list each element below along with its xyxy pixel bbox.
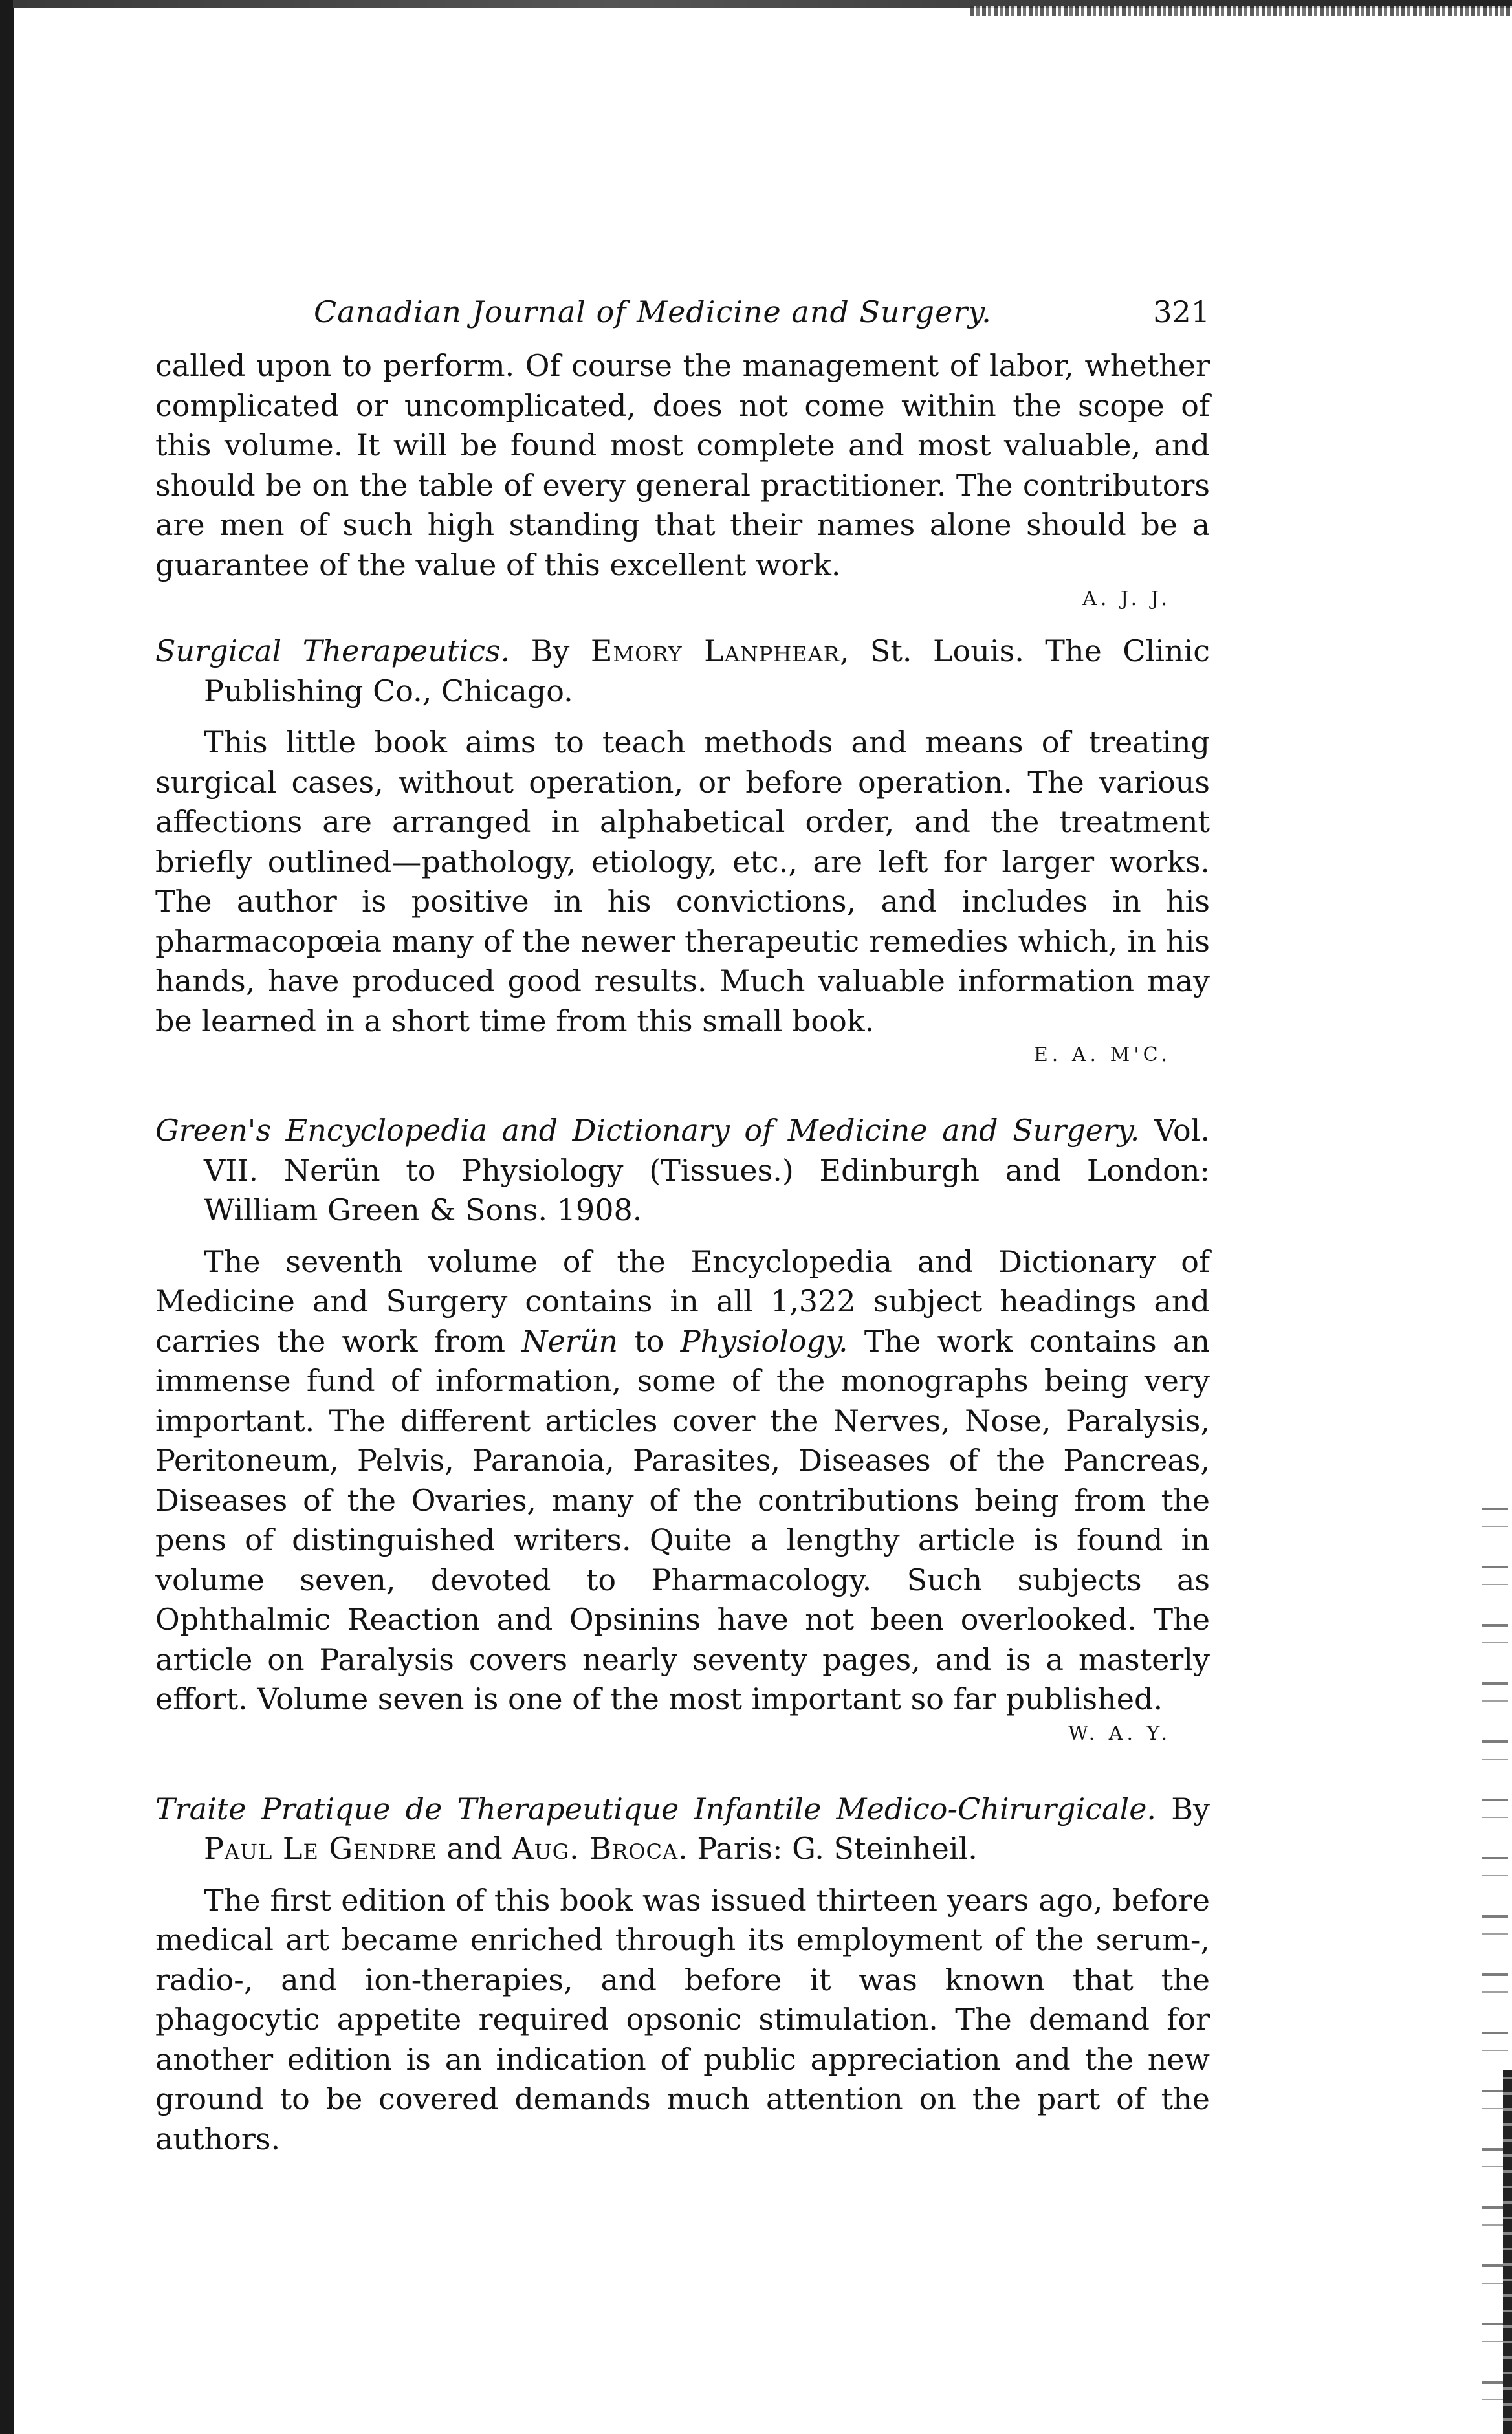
- review-body-surgical-therapeutics: This little book aims to teach methods and means of treating surgical cases, without operation, or before operation. The various affections are arranged in alphabetical order, and the treatment briefly outlined—pathology, etiology, etc., are left for larger works. The author is positive in his convictions, and includes in his pharmacopœia many of the newer therapeutic remedies which, in his hands, have produced good results. Much valuable information may be learned in a short time from this small book.: [155, 725, 1210, 1038]
- review-body-emphasis: Physiology.: [680, 1323, 848, 1359]
- review-and: and: [446, 1831, 503, 1866]
- review-publisher: Vol. VII. Nerün to Physiology (Tissues.) Edinburgh and London: William Green & Sons. 1908.: [204, 1113, 1210, 1227]
- review-body-text: The seventh volume of the Encyclopedia and Dictionary of Medicine and Surgery contains in all 1,322 subject headings and carries the work from: [155, 1244, 1210, 1359]
- page-number: 321: [1153, 294, 1210, 329]
- review-title: Green's Encyclopedia and Dictionary of Medicine and Surgery.: [155, 1113, 1140, 1148]
- review-title: Traite Pratique de Therapeutique Infantile Medico-Chirurgicale.: [155, 1791, 1157, 1826]
- review-by: By: [1171, 1791, 1210, 1826]
- scan-left-edge: [0, 0, 14, 2434]
- scan-right-edge: [1503, 2070, 1512, 2434]
- review-signature: W. A. Y.: [1068, 1722, 1171, 1745]
- opening-signature: A. J. J.: [1082, 587, 1171, 610]
- page-content: [155, 294, 1210, 2159]
- review-signature: E. A. M'C.: [1033, 1044, 1171, 1066]
- review-author: Paul Le Gendre: [204, 1831, 437, 1866]
- review-author: Aug. Broca: [512, 1831, 679, 1866]
- review-publisher: . Paris: G. Steinheil.: [678, 1831, 978, 1866]
- review-by: By: [531, 633, 570, 668]
- section-gap: [155, 1088, 1210, 1111]
- review-heading-greens-encyclopedia: [155, 1111, 1210, 1231]
- review-body-emphasis: Nerün: [521, 1323, 618, 1359]
- review-title: Surgical Therapeutics.: [155, 633, 510, 668]
- review-heading-surgical-therapeutics: [155, 631, 1210, 711]
- running-head: [155, 294, 1210, 346]
- review-author: Emory Lanphear: [590, 633, 840, 668]
- review-publisher: , St. Louis. The Clinic Publishing Co., Chicago.: [204, 633, 1211, 708]
- opening-paragraph: called upon to perform. Of course the management of labor, whether complicated or uncomplicated, does not come within the scope of this volume. It will be found most complete and most valuable, and should be on the table of every general practitioner. The contributors are men of such high standing that their names alone should be a guarantee of the value of this excellent work.: [155, 348, 1210, 582]
- review-body-text: to: [617, 1323, 681, 1359]
- journal-title: Canadian Journal of Medicine and Surgery.: [314, 294, 992, 329]
- section-gap: [155, 1766, 1210, 1790]
- review-body-text: The work contains an immense fund of information, some of the monographs being very important. The different articles cover the Nerves, Nose, Paralysis, Peritoneum, Pelvis, Paranoia, Parasites, Diseases of the Pancreas, Diseases of the Ovaries, many of the contributions being from the pens of distinguished writers. Quite a lengthy article is found in volume seven, devoted to Pharmacology. Such subjects as Ophthalmic Reaction and Opsinins have not been overlooked. The article on Paralysis covers nearly seventy pages, and is a masterly effort. Volume seven is one of the most important so far published.: [155, 1323, 1210, 1716]
- review-body-traite-pratique: The first edition of this book was issued thirteen years ago, before medical art became enriched through its employment of the serum-, radio-, and ion-therapies, and before it was known that the phagocytic appetite required opsonic stimulation. The demand for another edition is an indication of public appreciation and the new ground to be covered demands much attention on the part of the authors.: [155, 1882, 1210, 2156]
- review-heading-traite-pratique: [155, 1790, 1210, 1869]
- review-body-greens-encyclopedia: [155, 1242, 1210, 1720]
- scan-top-noise: [970, 6, 1512, 16]
